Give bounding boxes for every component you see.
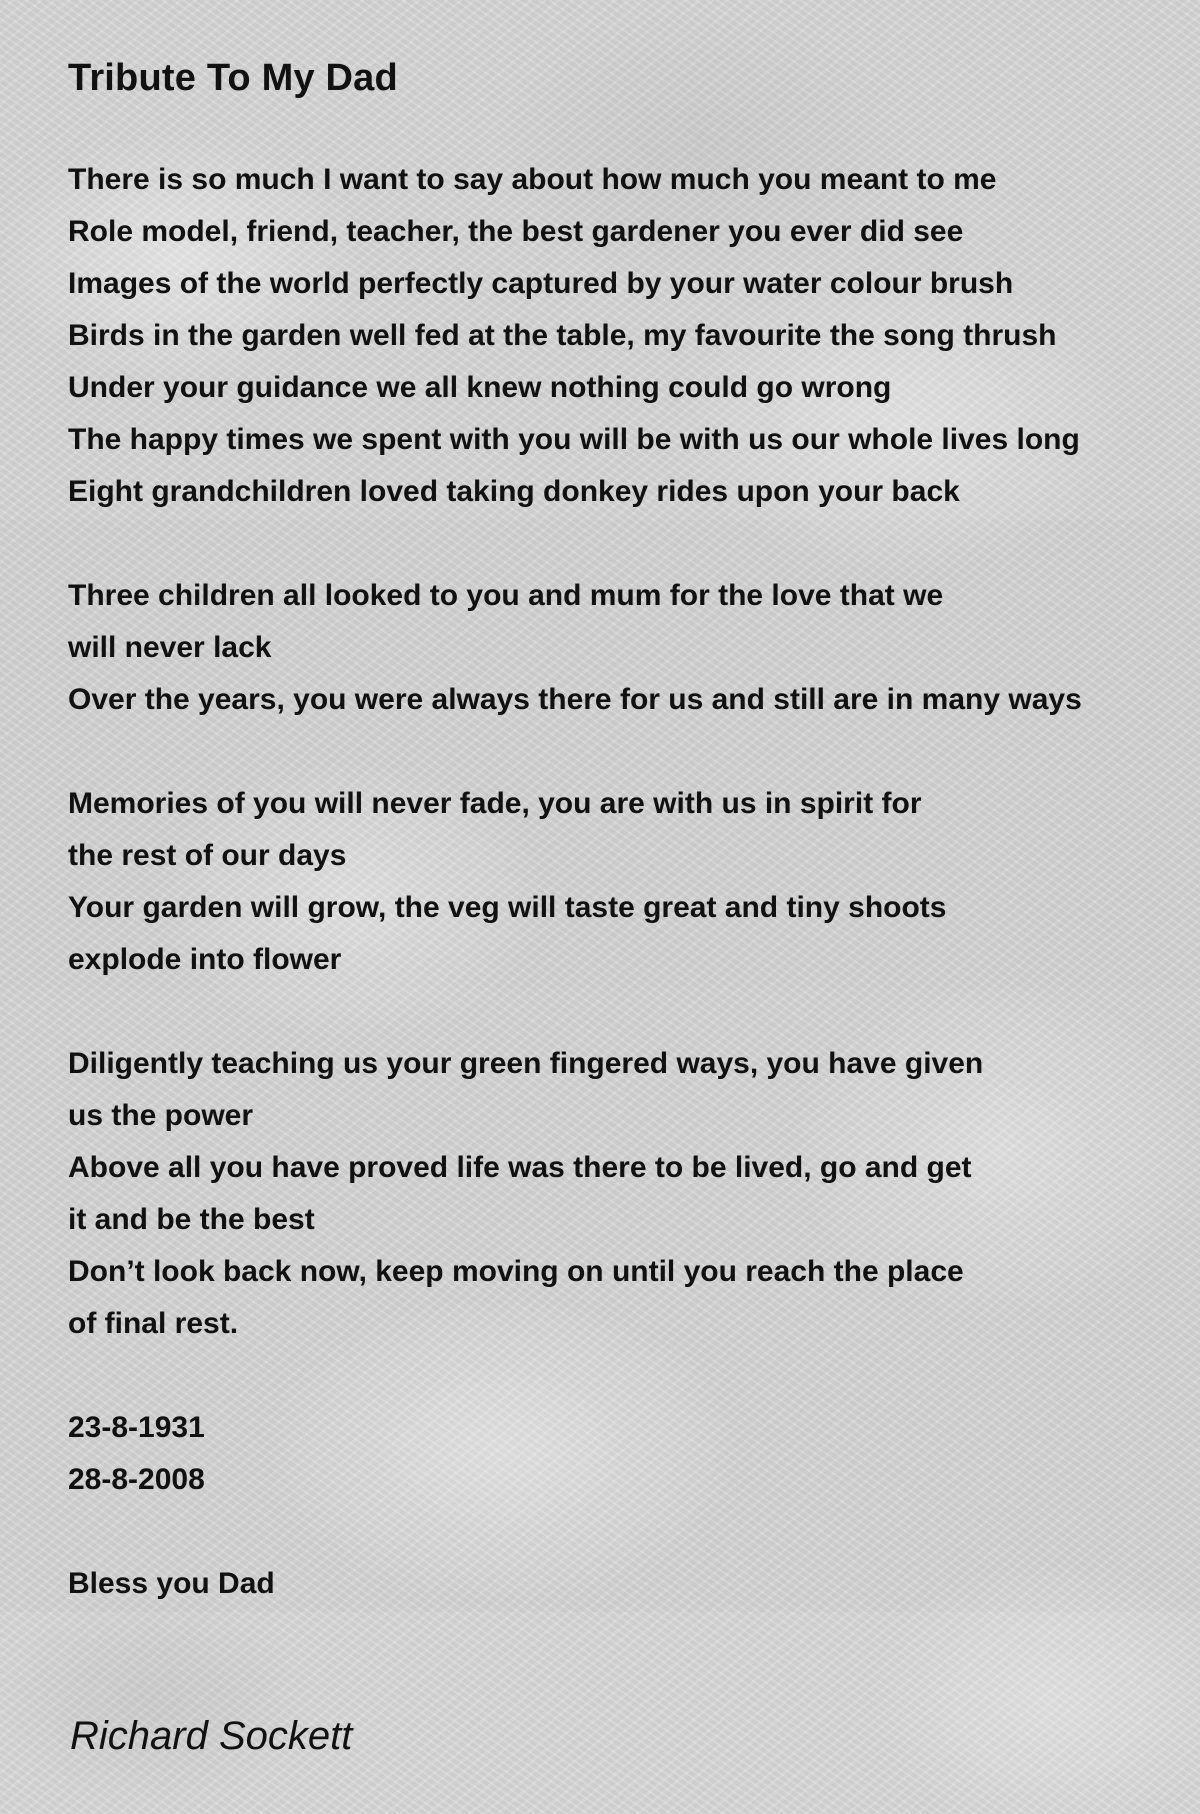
stanza-gap bbox=[68, 986, 1188, 1038]
stanza-gap bbox=[68, 1350, 1188, 1402]
poem-line: will never lack bbox=[68, 631, 272, 664]
poem-line: Diligently teaching us your green fingered ways, you have given bbox=[68, 1047, 984, 1080]
poem-line: it and be the best bbox=[68, 1203, 315, 1236]
poem-line: the rest of our days bbox=[68, 839, 347, 872]
poem-line: of final rest. bbox=[68, 1307, 239, 1340]
poem-line: us the power bbox=[68, 1099, 254, 1132]
poem-line: Bless you Dad bbox=[68, 1567, 275, 1600]
poem-line: Three children all looked to you and mum for the love that we bbox=[68, 579, 944, 612]
poem-line: explode into flower bbox=[68, 943, 342, 976]
stanza-gap bbox=[68, 518, 1188, 570]
poem-line: Don’t look back now, keep moving on until you reach the place bbox=[68, 1255, 964, 1288]
poem-title: Tribute To My Dad bbox=[68, 57, 398, 99]
poem-line: Images of the world perfectly captured by your water colour brush bbox=[68, 267, 1014, 300]
stanza-gap bbox=[68, 1506, 1188, 1558]
stanza bbox=[68, 778, 1188, 986]
poem-line: Your garden will grow, the veg will taste great and tiny shoots bbox=[68, 891, 947, 924]
poem-body bbox=[68, 154, 1188, 1610]
poem-author: Richard Sockett bbox=[70, 1714, 353, 1758]
poem-line: Under your guidance we all knew nothing could go wrong bbox=[68, 371, 892, 404]
poem-line: Over the years, you were always there for us and still are in many ways bbox=[68, 683, 1082, 716]
poem-content bbox=[68, 48, 1188, 1610]
poem-line: Above all you have proved life was there to be lived, go and get bbox=[68, 1151, 972, 1184]
poem-line: Memories of you will never fade, you are with us in spirit for bbox=[68, 787, 922, 820]
poem-line: 23-8-1931 bbox=[68, 1411, 205, 1444]
stanza-gap bbox=[68, 726, 1188, 778]
stanza bbox=[68, 570, 1188, 726]
stanza bbox=[68, 1558, 1188, 1610]
poem-line: 28-8-2008 bbox=[68, 1463, 205, 1496]
poem-line: Role model, friend, teacher, the best gardener you ever did see bbox=[68, 215, 964, 248]
stanza bbox=[68, 154, 1188, 518]
poem-line: Eight grandchildren loved taking donkey rides upon your back bbox=[68, 475, 960, 508]
poem-line: There is so much I want to say about how much you meant to me bbox=[68, 163, 997, 196]
stanza bbox=[68, 1402, 1188, 1506]
poem-line: The happy times we spent with you will be with us our whole lives long bbox=[68, 423, 1080, 456]
poem-line: Birds in the garden well fed at the table, my favourite the song thrush bbox=[68, 319, 1057, 352]
stanza bbox=[68, 1038, 1188, 1350]
